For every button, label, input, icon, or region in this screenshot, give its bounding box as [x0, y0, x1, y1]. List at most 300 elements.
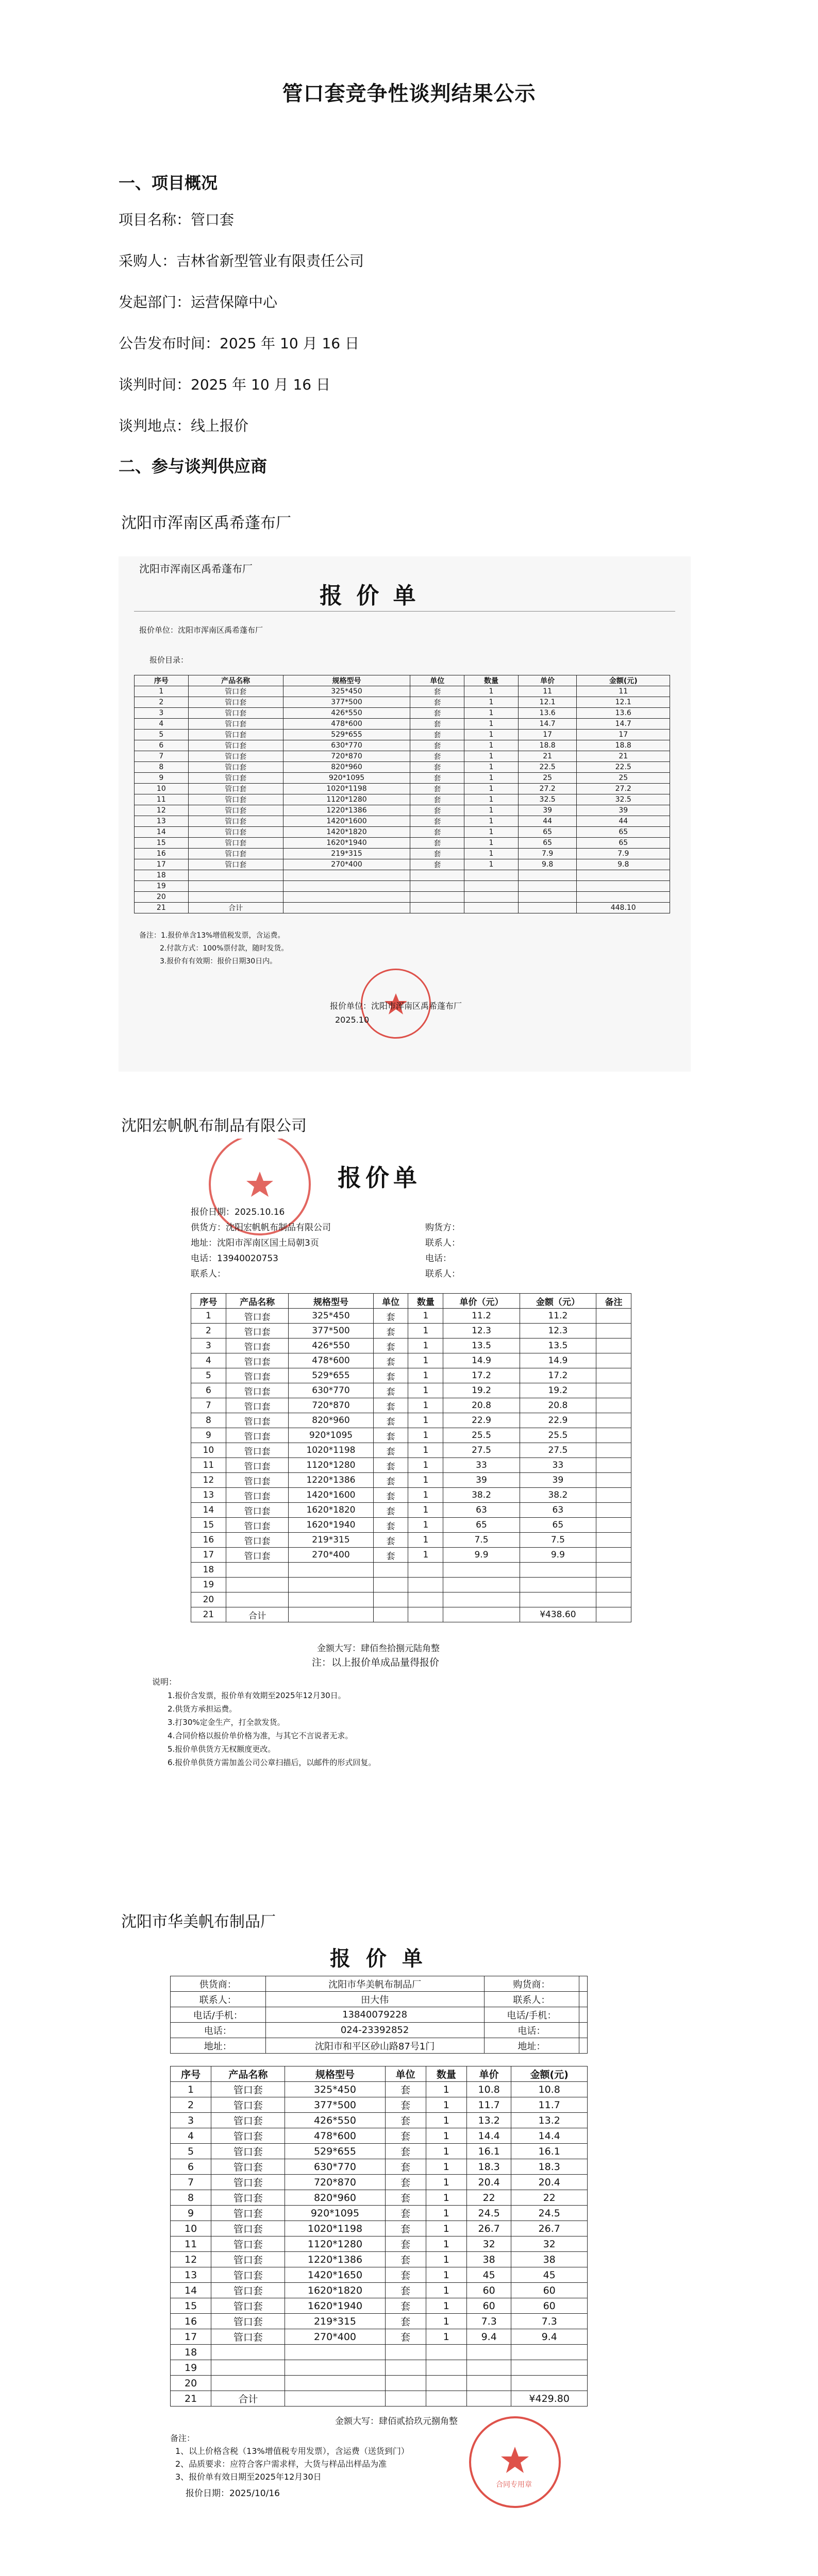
table-cell: 1 [464, 849, 519, 859]
table-cell [443, 1607, 520, 1622]
table-cell: 7 [135, 751, 189, 762]
info-cell: 地址： [484, 2038, 579, 2054]
table-cell: 管口套 [226, 1368, 289, 1383]
table-cell: 10.8 [466, 2082, 511, 2097]
table-cell [211, 2376, 285, 2391]
table-cell: 9.8 [577, 859, 670, 870]
table-cell: 管口套 [188, 784, 283, 794]
table-cell: 2 [135, 697, 189, 708]
table-row [191, 1548, 631, 1563]
table-cell: 9 [171, 2206, 211, 2221]
table-cell: 管口套 [211, 2206, 285, 2221]
quote3-title: 报 价 单 [330, 1947, 427, 1971]
quote2-col-header: 产品名称 [226, 1294, 289, 1309]
table-cell: 38 [466, 2252, 511, 2267]
table-row [135, 762, 670, 773]
table-cell: 9.4 [511, 2329, 588, 2345]
table-cell: 1 [408, 1458, 443, 1473]
quote2-col-header: 数量 [408, 1294, 443, 1309]
info-cell: 13840079228 [265, 2007, 484, 2023]
table-cell: 10 [171, 2221, 211, 2236]
table-row [191, 1607, 631, 1622]
table-cell: 1 [426, 2082, 466, 2097]
table-cell: 21 [518, 751, 577, 762]
table-row [191, 1592, 631, 1607]
section-heading-overview: 一、项目概况 [119, 173, 218, 193]
quote1-col-header: 单价 [518, 675, 577, 686]
table-cell: 1 [408, 1473, 443, 1488]
table-cell: 1 [426, 2252, 466, 2267]
table-cell: 1020*1198 [283, 784, 410, 794]
table-cell [373, 1578, 408, 1592]
quote3-table [170, 2066, 588, 2406]
table-cell: 7.3 [511, 2314, 588, 2329]
table-cell [373, 1607, 408, 1622]
quote1-info: 报价单位：沈阳市浑南区禹希蓬布厂 [139, 625, 263, 635]
table-cell: 套 [410, 697, 464, 708]
table-cell: 套 [385, 2329, 426, 2345]
table-cell: 14 [191, 1503, 226, 1518]
table-cell: 19 [135, 881, 189, 892]
table-cell: 4 [135, 719, 189, 730]
table-cell: 1 [426, 2314, 466, 2329]
table-cell [464, 892, 519, 903]
table-cell: 19.2 [443, 1383, 520, 1398]
table-cell: 管口套 [188, 719, 283, 730]
table-row [171, 2329, 588, 2345]
table-cell: 套 [410, 751, 464, 762]
table-row [191, 1443, 631, 1458]
table-cell: 12.1 [518, 697, 577, 708]
info-cell: 供货商： [171, 1976, 266, 1992]
table-row [171, 2144, 588, 2159]
table-cell: 18.8 [577, 740, 670, 751]
quote2-info-3: 地址：沈阳市浑南区国土局朝3页 [191, 1238, 319, 1248]
table-cell [426, 2391, 466, 2406]
table-cell: 套 [373, 1428, 408, 1443]
table-row [135, 838, 670, 849]
section-heading-suppliers: 二、参与谈判供应商 [119, 456, 268, 476]
table-cell: 7 [191, 1398, 226, 1413]
table-cell: 18 [171, 2345, 211, 2360]
table-row [135, 708, 670, 719]
table-cell: 11 [171, 2236, 211, 2252]
quote1-table [134, 675, 670, 913]
table-cell: 12.3 [443, 1324, 520, 1338]
table-cell: 63 [520, 1503, 596, 1518]
table-cell: 管口套 [188, 740, 283, 751]
table-cell: 33 [520, 1458, 596, 1473]
table-cell: 管口套 [226, 1383, 289, 1398]
quote3-col-header: 规格型号 [285, 2066, 385, 2082]
table-cell: 管口套 [226, 1309, 289, 1324]
table-cell: 377*500 [283, 697, 410, 708]
table-cell [211, 2360, 285, 2376]
quote3-seal [469, 2416, 561, 2508]
quote1-date: 2025.10 [335, 1015, 370, 1025]
table-row [135, 827, 670, 838]
table-cell [596, 1383, 631, 1398]
table-cell: 21 [135, 903, 189, 913]
table-row [135, 794, 670, 805]
table-cell: 13.6 [577, 708, 670, 719]
info-cell: 购货商： [484, 1976, 579, 1992]
table-cell: 管口套 [211, 2267, 285, 2283]
table-cell: 1620*1940 [285, 2298, 385, 2314]
table-cell: 219*315 [283, 849, 410, 859]
table-cell: 合计 [188, 903, 283, 913]
quote2-info-4: 电话：13940020753 [191, 1253, 278, 1264]
table-cell [188, 870, 283, 881]
table-cell: 12.3 [520, 1324, 596, 1338]
table-cell: 1 [464, 805, 519, 816]
project-negotiation-time: 谈判时间：2025 年 10 月 16 日 [119, 376, 331, 393]
table-cell: 720*870 [285, 2175, 385, 2190]
table-cell: 14.7 [518, 719, 577, 730]
table-cell: 套 [410, 849, 464, 859]
table-cell: 套 [373, 1533, 408, 1548]
table-cell: 16 [191, 1533, 226, 1548]
quote3-col-header: 数量 [426, 2066, 466, 2082]
quote-scan-2 [116, 1139, 706, 1783]
table-row [191, 1533, 631, 1548]
table-cell: 720*870 [283, 751, 410, 762]
table-cell [426, 2376, 466, 2391]
table-cell: 11 [577, 686, 670, 697]
table-cell: 管口套 [188, 849, 283, 859]
table-cell: 管口套 [211, 2175, 285, 2190]
table-cell: 45 [466, 2267, 511, 2283]
table-cell [410, 870, 464, 881]
table-row [135, 805, 670, 816]
quote2-amount-words: 金额大写：肆佰叁拾捌元陆角整 [317, 1643, 440, 1654]
table-cell [426, 2360, 466, 2376]
table-cell: 1 [408, 1518, 443, 1533]
info-cell: 024-23392852 [265, 2023, 484, 2038]
quote2-info-2: 供货方：沈阳宏帆帆布制品有限公司 [191, 1223, 331, 1233]
table-cell: 14.4 [511, 2128, 588, 2144]
table-cell: 套 [410, 719, 464, 730]
table-cell: 478*600 [289, 1353, 373, 1368]
table-cell: 套 [410, 686, 464, 697]
table-cell: 管口套 [188, 816, 283, 827]
quote1-signer: 报价单位：沈阳市浑南区禹希蓬布厂 [330, 1001, 462, 1011]
table-cell: 管口套 [211, 2190, 285, 2206]
table-cell: 529*655 [283, 730, 410, 740]
table-cell: 325*450 [289, 1309, 373, 1324]
quote2-info-right-1: 购货方： [425, 1223, 460, 1233]
table-cell: 3 [191, 1338, 226, 1353]
table-cell: 管口套 [226, 1428, 289, 1443]
table-cell: 11 [518, 686, 577, 697]
table-cell: 1 [464, 859, 519, 870]
project-buyer: 采购人：吉林省新型管业有限责任公司 [119, 252, 364, 269]
table-cell [408, 1607, 443, 1622]
table-cell: 1620*1940 [283, 838, 410, 849]
table-row [191, 1383, 631, 1398]
table-cell: 管口套 [188, 773, 283, 784]
table-cell: 1420*1600 [289, 1488, 373, 1503]
table-cell: 14.9 [443, 1353, 520, 1368]
table-row [171, 2314, 588, 2329]
quote2-info-5: 联系人： [191, 1269, 226, 1279]
table-cell: 39 [518, 805, 577, 816]
table-row [135, 740, 670, 751]
table-cell: 管口套 [188, 686, 283, 697]
table-cell [385, 2345, 426, 2360]
table-cell: 38 [511, 2252, 588, 2267]
table-cell: 套 [385, 2314, 426, 2329]
table-cell: 管口套 [226, 1443, 289, 1458]
table-cell: 管口套 [188, 762, 283, 773]
table-cell: 11.2 [443, 1309, 520, 1324]
table-cell: 1 [464, 838, 519, 849]
table-cell: 12 [135, 805, 189, 816]
table-row [171, 2190, 588, 2206]
table-cell: 17 [191, 1548, 226, 1563]
table-cell: 9 [135, 773, 189, 784]
table-row [191, 1368, 631, 1383]
table-row [135, 719, 670, 730]
info-cell: 电话： [484, 2023, 579, 2038]
supplier-caption-2: 沈阳宏帆帆布制品有限公司 [121, 1117, 307, 1135]
table-cell [511, 2345, 588, 2360]
table-cell: 1 [408, 1428, 443, 1443]
table-cell: 11.7 [466, 2097, 511, 2113]
table-cell [520, 1563, 596, 1578]
table-cell: 13.2 [511, 2113, 588, 2128]
table-cell: 套 [373, 1503, 408, 1518]
quote2-notes-title: 说明： [152, 1677, 177, 1687]
info-cell: 电话/手机： [484, 2007, 579, 2023]
table-cell: 426*550 [283, 708, 410, 719]
table-row [191, 1518, 631, 1533]
table-cell [289, 1578, 373, 1592]
table-cell: 7.5 [443, 1533, 520, 1548]
table-row [135, 730, 670, 740]
table-cell: 套 [373, 1398, 408, 1413]
table-cell: 套 [410, 762, 464, 773]
table-cell: 19 [171, 2360, 211, 2376]
table-cell: 630*770 [283, 740, 410, 751]
table-row [171, 2298, 588, 2314]
table-cell: 1020*1198 [285, 2221, 385, 2236]
table-cell: 13 [135, 816, 189, 827]
table-cell [466, 2376, 511, 2391]
table-cell: 1 [464, 751, 519, 762]
table-cell [283, 892, 410, 903]
info-cell [579, 2023, 588, 2038]
table-cell [596, 1338, 631, 1353]
info-cell [579, 1976, 588, 1992]
table-row [135, 903, 670, 913]
table-row [171, 2283, 588, 2298]
table-cell [596, 1428, 631, 1443]
table-cell: 套 [385, 2128, 426, 2144]
table-cell: 15 [171, 2298, 211, 2314]
table-cell: 9.8 [518, 859, 577, 870]
table-cell: 7.9 [577, 849, 670, 859]
table-cell: 426*550 [285, 2113, 385, 2128]
table-cell: 管口套 [188, 697, 283, 708]
table-cell: 套 [385, 2175, 426, 2190]
table-cell: 管口套 [211, 2298, 285, 2314]
table-row [191, 1503, 631, 1518]
table-row [171, 2391, 588, 2406]
table-row [191, 1578, 631, 1592]
info-cell [579, 2007, 588, 2023]
table-cell: 529*655 [285, 2144, 385, 2159]
quote2-col-header: 备注 [596, 1294, 631, 1309]
table-cell: 7.5 [520, 1533, 596, 1548]
table-cell: 合计 [211, 2391, 285, 2406]
table-cell: 1 [426, 2283, 466, 2298]
table-cell: 13 [191, 1488, 226, 1503]
table-cell: 325*450 [285, 2082, 385, 2097]
table-cell: 1 [135, 686, 189, 697]
table-cell: 22 [466, 2190, 511, 2206]
table-row [171, 2360, 588, 2376]
table-cell: 1 [408, 1353, 443, 1368]
table-cell: 21 [577, 751, 670, 762]
table-row [135, 892, 670, 903]
table-cell: 1 [426, 2267, 466, 2283]
table-cell [408, 1563, 443, 1578]
table-cell: 20 [191, 1592, 226, 1607]
table-cell: 18.8 [518, 740, 577, 751]
table-cell: 65 [518, 838, 577, 849]
table-cell: 套 [410, 730, 464, 740]
table-cell: 16.1 [466, 2144, 511, 2159]
table-cell: 22.9 [520, 1413, 596, 1428]
table-cell: 1 [464, 784, 519, 794]
table-cell: 1 [426, 2190, 466, 2206]
quote3-amount-words: 金额大写：肆佰贰拾玖元捌角整 [335, 2416, 458, 2427]
table-cell [511, 2360, 588, 2376]
table-cell [466, 2360, 511, 2376]
table-cell: 1220*1386 [289, 1473, 373, 1488]
table-cell: 44 [518, 816, 577, 827]
info-cell [579, 1992, 588, 2007]
table-cell: 15 [191, 1518, 226, 1533]
table-cell [520, 1578, 596, 1592]
table-cell: 820*960 [289, 1413, 373, 1428]
table-row [191, 1309, 631, 1324]
table-cell: 管口套 [211, 2329, 285, 2345]
table-cell: 1 [426, 2175, 466, 2190]
quote2-info-right-4: 联系人： [425, 1269, 460, 1279]
table-cell: 管口套 [226, 1324, 289, 1338]
quote3-seal-sub: 合同专用章 [496, 2481, 532, 2489]
table-cell [464, 881, 519, 892]
table-cell: 14.4 [466, 2128, 511, 2144]
table-cell: 套 [410, 838, 464, 849]
table-cell [596, 1309, 631, 1324]
table-row [171, 2345, 588, 2360]
table-row [191, 1353, 631, 1368]
quote1-note-1: 备注：1.报价单含13%增值税发票，含运费。 [139, 931, 285, 940]
table-cell: 1120*1280 [283, 794, 410, 805]
table-cell: 9.9 [520, 1548, 596, 1563]
table-cell: 套 [373, 1383, 408, 1398]
table-cell: 5 [171, 2144, 211, 2159]
table-cell: 22 [511, 2190, 588, 2206]
table-cell: 529*655 [289, 1368, 373, 1383]
quote2-note-2: 2.供货方承担运费。 [168, 1704, 237, 1714]
table-cell: 39 [577, 805, 670, 816]
table-cell: 1 [464, 740, 519, 751]
table-cell [464, 903, 519, 913]
table-cell: 377*500 [285, 2097, 385, 2113]
table-cell: 管口套 [226, 1353, 289, 1368]
table-cell: 11 [191, 1458, 226, 1473]
table-cell: 套 [373, 1368, 408, 1383]
table-cell: 管口套 [226, 1518, 289, 1533]
table-cell: 套 [373, 1548, 408, 1563]
table-cell: 8 [191, 1413, 226, 1428]
table-cell: 65 [577, 838, 670, 849]
table-cell: 17 [518, 730, 577, 740]
table-cell: 38.2 [520, 1488, 596, 1503]
table-cell: 820*960 [285, 2190, 385, 2206]
table-cell: 325*450 [283, 686, 410, 697]
table-cell: 管口套 [188, 794, 283, 805]
table-cell: 24.5 [511, 2206, 588, 2221]
table-row [135, 697, 670, 708]
table-cell: 21 [191, 1607, 226, 1622]
table-cell: ¥429.80 [511, 2391, 588, 2406]
table-cell: 1 [408, 1503, 443, 1518]
table-cell: 1 [426, 2329, 466, 2345]
info-cell: 联系人： [484, 1992, 579, 2007]
table-cell: 1 [408, 1309, 443, 1324]
info-cell: 沈阳市华美帆布制品厂 [265, 1976, 484, 1992]
table-cell: 套 [373, 1443, 408, 1458]
table-cell: 13.5 [443, 1338, 520, 1353]
table-cell: 39 [443, 1473, 520, 1488]
table-row [135, 849, 670, 859]
table-cell: 1420*1820 [283, 827, 410, 838]
quote1-col-header: 数量 [464, 675, 519, 686]
table-cell: 8 [171, 2190, 211, 2206]
table-cell: 套 [410, 784, 464, 794]
table-cell: 管口套 [226, 1398, 289, 1413]
table-cell: 5 [191, 1368, 226, 1383]
quote1-col-header: 金额(元) [577, 675, 670, 686]
table-cell: 920*1095 [283, 773, 410, 784]
table-cell: 60 [511, 2283, 588, 2298]
table-cell: 65 [443, 1518, 520, 1533]
table-cell: 套 [373, 1309, 408, 1324]
table-cell: 13.5 [520, 1338, 596, 1353]
table-cell: 6 [171, 2159, 211, 2175]
table-cell: 1 [408, 1443, 443, 1458]
table-cell: 套 [373, 1518, 408, 1533]
table-cell: 管口套 [211, 2314, 285, 2329]
table-cell: 套 [410, 816, 464, 827]
table-cell [385, 2360, 426, 2376]
table-cell: 17.2 [520, 1368, 596, 1383]
table-cell [466, 2391, 511, 2406]
table-cell [408, 1592, 443, 1607]
table-cell: 16 [171, 2314, 211, 2329]
table-cell: 11.2 [520, 1309, 596, 1324]
table-cell: 478*600 [283, 719, 410, 730]
table-cell: 管口套 [226, 1533, 289, 1548]
table-row [171, 2376, 588, 2391]
table-cell: 13 [171, 2267, 211, 2283]
table-row [191, 1413, 631, 1428]
